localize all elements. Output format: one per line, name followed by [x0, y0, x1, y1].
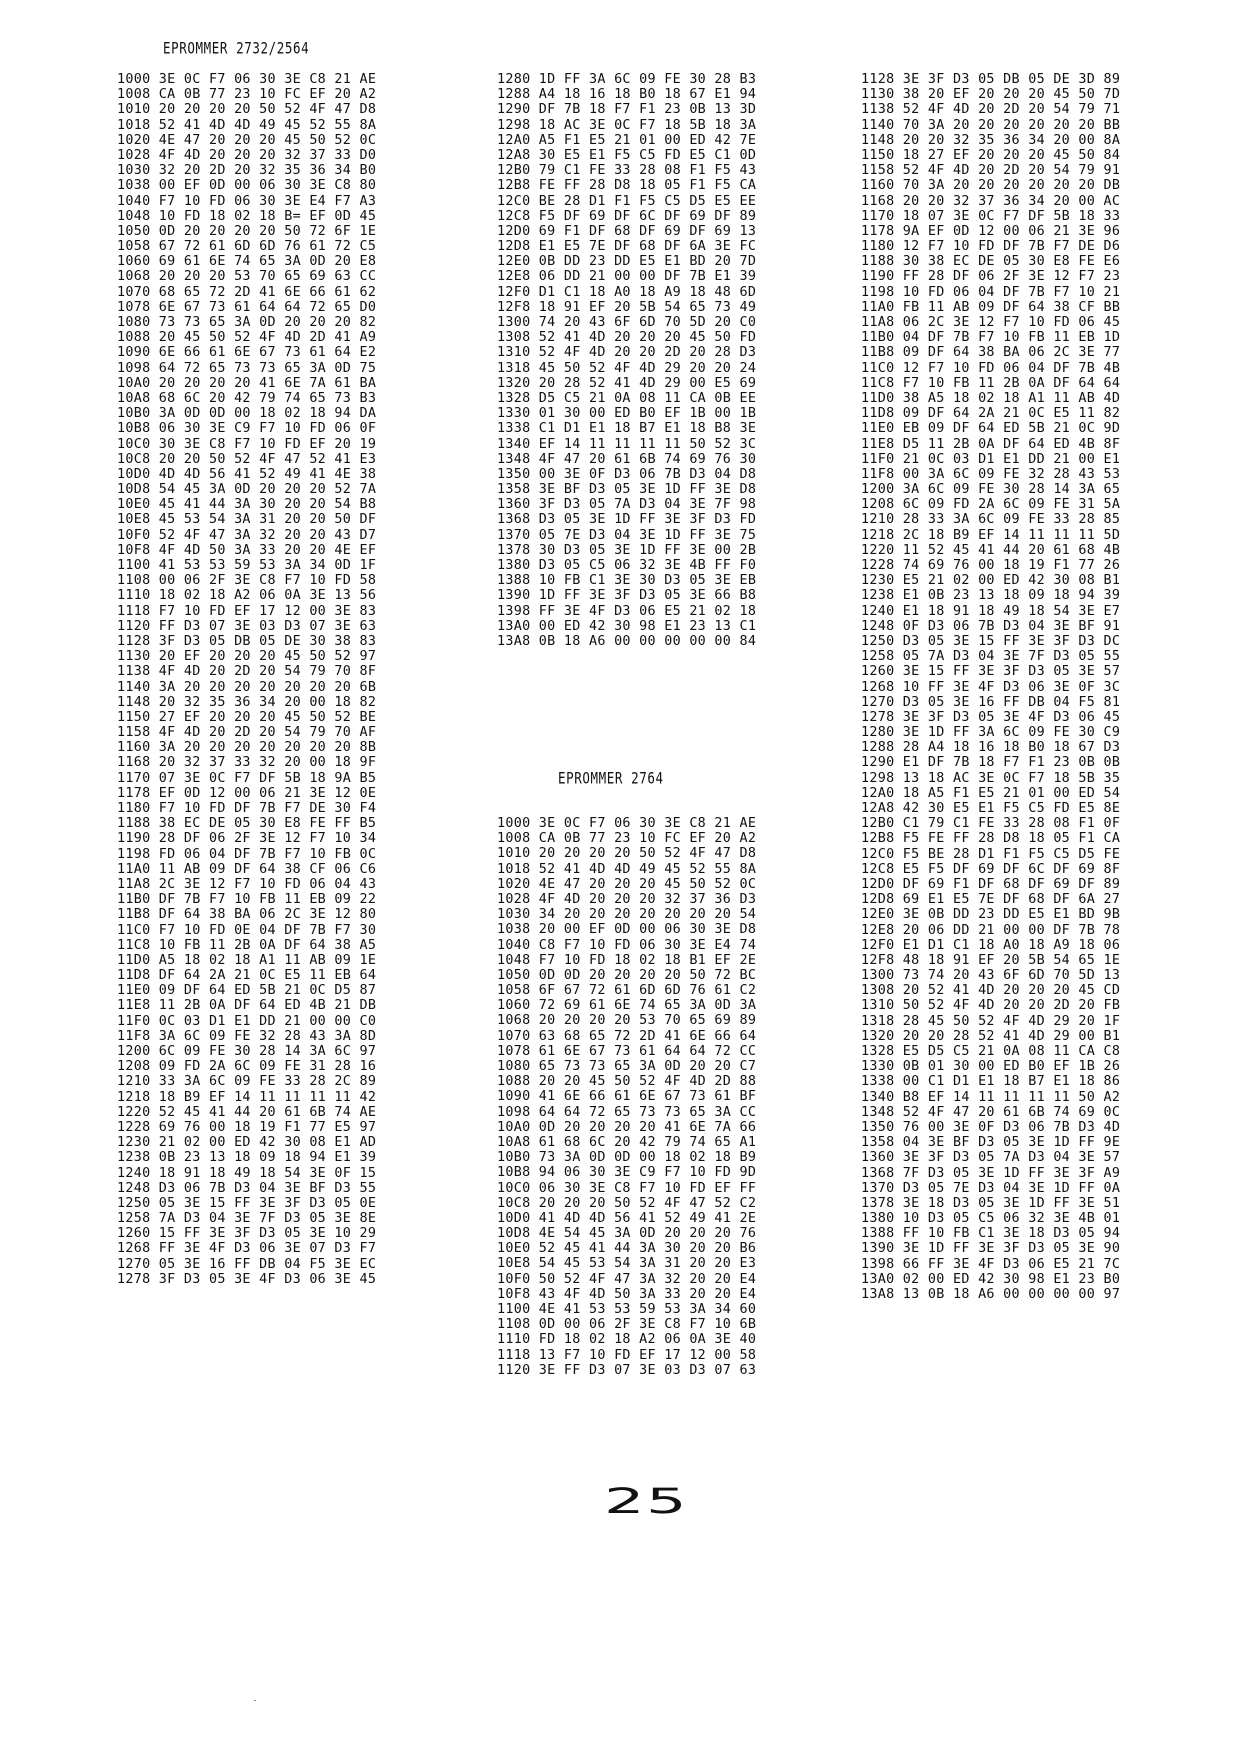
hex-line: 1348 4F 47 20 61 6B 74 69 76 30 — [497, 451, 757, 467]
hex-line: 1310 52 4F 4D 20 20 2D 20 28 D3 — [497, 345, 757, 361]
hex-line: 1368 D3 05 3E 1D FF 3E 3F D3 FD — [497, 512, 757, 528]
hex-line: 10B8 06 30 3E C9 F7 10 FD 06 0F — [117, 421, 377, 437]
hex-line: 1340 B8 EF 14 11 11 11 11 50 A2 — [861, 1089, 1121, 1105]
page-number: 25 — [604, 1481, 689, 1522]
hex-line: 1390 1D FF 3E 3F D3 05 3E 66 B8 — [497, 588, 757, 604]
hex-line: 1320 20 28 52 41 4D 29 00 E5 69 — [497, 375, 757, 391]
hex-line: 1238 0B 23 13 18 09 18 94 E1 39 — [117, 1150, 377, 1166]
hex-line: 1048 10 FD 18 02 18 B= EF 0D 45 — [117, 208, 377, 224]
hex-line: 12F8 48 18 91 EF 20 5B 54 65 1E — [861, 952, 1121, 968]
hex-line: 1190 28 DF 06 2F 3E 12 F7 10 34 — [117, 831, 377, 847]
hex-line: 11D0 38 A5 18 02 18 A1 11 AB 4D — [861, 390, 1121, 406]
hex-line: 1178 EF 0D 12 00 06 21 3E 12 0E — [117, 785, 377, 801]
hex-line: 1008 CA 0B 77 23 10 FC EF 20 A2 — [117, 87, 377, 103]
hex-line: 11A8 2C 3E 12 F7 10 FD 06 04 43 — [117, 876, 377, 892]
hex-line: 11B8 DF 64 38 BA 06 2C 3E 12 80 — [117, 907, 377, 923]
hex-line: 1280 3E 1D FF 3A 6C 09 FE 30 C9 — [861, 725, 1121, 741]
hex-line: 1398 FF 3E 4F D3 06 E5 21 02 18 — [497, 603, 757, 619]
hex-line: 1250 D3 05 3E 15 FF 3E 3F D3 DC — [861, 633, 1121, 649]
hex-line: 12F0 D1 C1 18 A0 18 A9 18 48 6D — [497, 284, 757, 300]
hex-line: 1390 3E 1D FF 3E 3F D3 05 3E 90 — [861, 1241, 1121, 1257]
hex-line: 1288 A4 18 16 18 B0 18 67 E1 94 — [497, 87, 757, 103]
hex-line: 1280 1D FF 3A 6C 09 FE 30 28 B3 — [497, 72, 757, 87]
hex-line: 10C8 20 20 20 50 52 4F 47 52 C2 — [497, 1195, 757, 1211]
hex-line: 1038 20 00 EF 0D 00 06 30 3E D8 — [497, 922, 757, 938]
hex-line: 1018 52 41 4D 4D 49 45 52 55 8A — [497, 861, 757, 877]
hex-line: 1168 20 20 32 37 36 34 20 00 AC — [861, 193, 1121, 209]
hex-line: 1228 74 69 76 00 18 19 F1 77 26 — [861, 558, 1121, 573]
hex-line: 1088 20 45 50 52 4F 4D 2D 41 A9 — [117, 330, 377, 346]
listing-title-2764: EPROMMER 2764 — [558, 768, 664, 788]
hex-line: 11B0 04 DF 7B F7 10 FB 11 EB 1D — [861, 330, 1121, 346]
hex-line: 12D8 E1 E5 7E DF 68 DF 6A 3E FC — [497, 239, 757, 255]
hex-line: 1040 C8 F7 10 FD 06 30 3E E4 74 — [497, 937, 757, 953]
hex-line: 11E8 11 2B 0A DF 64 ED 4B 21 DB — [117, 998, 377, 1014]
hex-line: 1348 52 4F 47 20 61 6B 74 69 0C — [861, 1104, 1121, 1120]
hex-line: 1188 38 EC DE 05 30 E8 FE FF B5 — [117, 816, 377, 832]
hex-line: 1120 FF D3 07 3E 03 D3 07 3E 63 — [117, 618, 377, 634]
hex-line: 12B8 FE FF 28 D8 18 05 F1 F5 CA — [497, 178, 757, 194]
hex-line: 1228 69 76 00 18 19 F1 77 E5 97 — [117, 1119, 377, 1135]
hex-line: 1148 20 20 32 35 36 34 20 00 8A — [861, 132, 1121, 148]
hex-line: 12D0 DF 69 F1 DF 68 DF 69 DF 89 — [861, 876, 1121, 892]
hex-line: 11D8 09 DF 64 2A 21 0C E5 11 82 — [861, 406, 1121, 422]
hex-line: 11A0 11 AB 09 DF 64 38 CF 06 C6 — [117, 861, 377, 877]
hex-line: 11D8 DF 64 2A 21 0C E5 11 EB 64 — [117, 968, 377, 984]
hex-line: 1200 6C 09 FE 30 28 14 3A 6C 97 — [117, 1044, 377, 1059]
hex-line: 1210 33 3A 6C 09 FE 33 28 2C 89 — [117, 1074, 377, 1090]
hex-line: 12A8 42 30 E5 E1 F5 C5 FD E5 8E — [861, 801, 1121, 816]
hex-line: 1388 FF 10 FB C1 3E 18 D3 05 94 — [861, 1226, 1121, 1242]
hex-line: 10F0 50 52 4F 47 3A 32 20 20 E4 — [497, 1271, 757, 1287]
hex-column-middle-lower — [497, 816, 756, 1378]
hex-line: 1130 38 20 EF 20 20 20 45 50 7D — [861, 87, 1121, 103]
hex-line: 1270 D3 05 3E 16 FF DB 04 F5 81 — [861, 694, 1121, 710]
hex-line: 1298 13 18 AC 3E 0C F7 18 5B 35 — [861, 770, 1121, 786]
hex-line: 1060 69 61 6E 74 65 3A 0D 20 E8 — [117, 254, 377, 270]
hex-line: 1250 05 3E 15 FF 3E 3F D3 05 0E — [117, 1195, 377, 1211]
hex-line: 1048 F7 10 FD 18 02 18 B1 EF 2E — [497, 952, 757, 968]
hex-line: 12D8 69 E1 E5 7E DF 68 DF 6A 27 — [861, 892, 1121, 908]
hex-line: 1078 61 6E 67 73 61 64 64 72 CC — [497, 1043, 757, 1059]
hex-line: 1060 72 69 61 6E 74 65 3A 0D 3A — [497, 998, 757, 1014]
hex-line: 1028 4F 4D 20 20 20 32 37 36 D3 — [497, 891, 757, 907]
hex-line: 10D0 4D 4D 56 41 52 49 41 4E 38 — [117, 466, 377, 482]
hex-line: 1170 18 07 3E 0C F7 DF 5B 18 33 — [861, 208, 1121, 224]
hex-line: 10F0 52 4F 47 3A 32 20 20 43 D7 — [117, 527, 377, 543]
hex-line: 1198 FD 06 04 DF 7B F7 10 FB 0C — [117, 846, 377, 862]
hex-line: 1268 10 FF 3E 4F D3 06 3E 0F 3C — [861, 679, 1121, 695]
hex-line: 1240 E1 18 91 18 49 18 54 3E E7 — [861, 603, 1121, 619]
hex-line: 1230 E5 21 02 00 ED 42 30 08 B1 — [861, 573, 1121, 589]
listing-title-2732-2564: EPROMMER 2732/2564 — [163, 38, 310, 58]
hex-line: 1210 28 33 3A 6C 09 FE 33 28 85 — [861, 512, 1121, 528]
hex-line: 1258 7A D3 04 3E 7F D3 05 3E 8E — [117, 1211, 377, 1227]
hex-line: 1310 50 52 4F 4D 20 20 2D 20 FB — [861, 998, 1121, 1014]
hex-line: 13A0 02 00 ED 42 30 98 E1 23 B0 — [861, 1271, 1121, 1287]
hex-line: 1028 4F 4D 20 20 20 32 37 33 D0 — [117, 147, 377, 163]
hex-line: 12B0 79 C1 FE 33 28 08 F1 F5 43 — [497, 163, 757, 179]
hex-line: 11E8 D5 11 2B 0A DF 64 ED 4B 8F — [861, 436, 1121, 452]
hex-line: 1080 73 73 65 3A 0D 20 20 20 82 — [117, 315, 377, 330]
hex-line: 10E0 45 41 44 3A 30 20 20 54 B8 — [117, 497, 377, 513]
hex-line: 1080 65 73 73 65 3A 0D 20 20 C7 — [497, 1059, 757, 1074]
hex-line: 1098 64 72 65 73 73 65 3A 0D 75 — [117, 360, 377, 376]
hex-line: 1238 E1 0B 23 13 18 09 18 94 39 — [861, 588, 1121, 604]
hex-line: 1358 3E BF D3 05 3E 1D FF 3E D8 — [497, 482, 757, 498]
hex-line: 1360 3E 3F D3 05 7A D3 04 3E 57 — [861, 1150, 1121, 1166]
hex-line: 1138 4F 4D 20 2D 20 54 79 70 8F — [117, 664, 377, 680]
hex-line: 10B0 3A 0D 0D 00 18 02 18 94 DA — [117, 406, 377, 422]
hex-line: 1260 15 FF 3E 3F D3 05 3E 10 29 — [117, 1226, 377, 1242]
hex-line: 1330 01 30 00 ED B0 EF 1B 00 1B — [497, 406, 757, 422]
hex-line: 11E0 EB 09 DF 64 ED 5B 21 0C 9D — [861, 421, 1121, 437]
hex-line: 1020 4E 47 20 20 20 45 50 52 0C — [117, 132, 377, 148]
hex-line: 11D0 A5 18 02 18 A1 11 AB 09 1E — [117, 952, 377, 968]
hex-line: 10F8 4F 4D 50 3A 33 20 20 4E EF — [117, 542, 377, 558]
hex-line: 1160 70 3A 20 20 20 20 20 20 DB — [861, 178, 1121, 194]
hex-line: 1138 52 4F 4D 20 2D 20 54 79 71 — [861, 102, 1121, 118]
hex-column-right — [861, 72, 1120, 1302]
hex-line: 10C0 30 3E C8 F7 10 FD EF 20 19 — [117, 436, 377, 452]
hex-line: 12E0 0B DD 23 DD E5 E1 BD 20 7D — [497, 254, 757, 270]
hex-line: 11C0 12 F7 10 FD 06 04 DF 7B 4B — [861, 360, 1121, 376]
hex-line: 10E8 54 45 53 54 3A 31 20 20 E3 — [497, 1256, 757, 1272]
hex-line: 1130 20 EF 20 20 20 45 50 52 97 — [117, 649, 377, 665]
hex-line: 1208 09 FD 2A 6C 09 FE 31 28 16 — [117, 1059, 377, 1075]
hex-line: 1030 34 20 20 20 20 20 20 20 54 — [497, 907, 757, 923]
hex-line: 1218 2C 18 B9 EF 14 11 11 11 5D — [861, 527, 1121, 543]
hex-line: 10F8 43 4F 4D 50 3A 33 20 20 E4 — [497, 1286, 757, 1302]
hex-line: 1050 0D 0D 20 20 20 20 50 72 BC — [497, 967, 757, 983]
hex-line: 12C8 F5 DF 69 DF 6C DF 69 DF 89 — [497, 208, 757, 224]
hex-line: 11A0 FB 11 AB 09 DF 64 38 CF BB — [861, 299, 1121, 315]
hex-line: 12A8 30 E5 E1 F5 C5 FD E5 C1 0D — [497, 147, 757, 163]
hex-line: 1220 52 45 41 44 20 61 6B 74 AE — [117, 1104, 377, 1120]
hex-line: 1018 52 41 4D 4D 49 45 52 55 8A — [117, 117, 377, 133]
hex-line: 1370 D3 05 7E D3 04 3E 1D FF 0A — [861, 1180, 1121, 1196]
hex-line: 1220 11 52 45 41 44 20 61 68 4B — [861, 542, 1121, 558]
hex-line: 1180 F7 10 FD DF 7B F7 DE 30 F4 — [117, 801, 377, 816]
hex-line: 1058 67 72 61 6D 6D 76 61 72 C5 — [117, 239, 377, 255]
scan-speck — [254, 1700, 256, 1701]
hex-line: 11F8 3A 6C 09 FE 32 28 43 3A 8D — [117, 1028, 377, 1044]
hex-line: 10E0 52 45 41 44 3A 30 20 20 B6 — [497, 1241, 757, 1257]
hex-line: 11B8 09 DF 64 38 BA 06 2C 3E 77 — [861, 345, 1121, 361]
hex-line: 1038 00 EF 0D 00 06 30 3E C8 80 — [117, 178, 377, 194]
hex-line: 1398 66 FF 3E 4F D3 06 E5 21 7C — [861, 1256, 1121, 1272]
hex-line: 1148 20 32 35 36 34 20 00 18 82 — [117, 694, 377, 710]
hex-line: 1388 10 FB C1 3E 30 D3 05 3E EB — [497, 573, 757, 589]
hex-line: 1360 3F D3 05 7A D3 04 3E 7F 98 — [497, 497, 757, 513]
hex-line: 1040 F7 10 FD 06 30 3E E4 F7 A3 — [117, 193, 377, 209]
hex-line: 11F8 00 3A 6C 09 FE 32 28 43 53 — [861, 466, 1121, 482]
hex-line: 1308 20 52 41 4D 20 20 20 45 CD — [861, 983, 1121, 999]
hex-line: 1068 20 20 20 20 53 70 65 69 89 — [497, 1013, 757, 1029]
hex-line: 12E8 20 06 DD 21 00 00 DF 7B 78 — [861, 922, 1121, 938]
hex-line: 1128 3F D3 05 DB 05 DE 30 38 83 — [117, 633, 377, 649]
hex-line: 10D0 41 4D 4D 56 41 52 49 41 2E — [497, 1210, 757, 1226]
hex-line: 1070 68 65 72 2D 41 6E 66 61 62 — [117, 284, 377, 300]
hex-line: 10A0 20 20 20 20 41 6E 7A 61 BA — [117, 375, 377, 391]
hex-line: 1180 12 F7 10 FD DF 7B F7 DE D6 — [861, 239, 1121, 255]
hex-line: 1108 0D 00 06 2F 3E C8 F7 10 6B — [497, 1317, 757, 1333]
hex-line: 1008 CA 0B 77 23 10 FC EF 20 A2 — [497, 831, 757, 847]
hex-line: 1200 3A 6C 09 FE 30 28 14 3A 65 — [861, 482, 1121, 498]
hex-line: 1318 45 50 52 4F 4D 29 20 20 24 — [497, 360, 757, 376]
hex-line: 12E8 06 DD 21 00 00 DF 7B E1 39 — [497, 269, 757, 285]
hex-line: 1278 3E 3F D3 05 3E 4F D3 06 45 — [861, 709, 1121, 725]
hex-line: 11A8 06 2C 3E 12 F7 10 FD 06 45 — [861, 315, 1121, 330]
hex-line: 12F0 E1 D1 C1 18 A0 18 A9 18 06 — [861, 937, 1121, 953]
hex-line: 1330 0B 01 30 00 ED B0 EF 1B 26 — [861, 1059, 1121, 1075]
hex-line: 10A8 61 68 6C 20 42 79 74 65 A1 — [497, 1134, 757, 1150]
hex-line: 1070 63 68 65 72 2D 41 6E 66 64 — [497, 1028, 757, 1044]
hex-line: 1000 3E 0C F7 06 30 3E C8 21 AE — [497, 816, 757, 831]
hex-line: 12B8 F5 FE FF 28 D8 18 05 F1 CA — [861, 831, 1121, 847]
hex-line: 1160 3A 20 20 20 20 20 20 20 8B — [117, 740, 377, 756]
hex-line: 1380 10 D3 05 C5 06 32 3E 4B 01 — [861, 1211, 1121, 1227]
hex-line: 1168 20 32 37 33 32 20 00 18 9F — [117, 755, 377, 771]
hex-line: 1338 00 C1 D1 E1 18 B7 E1 18 86 — [861, 1074, 1121, 1090]
hex-line: 1140 3A 20 20 20 20 20 20 20 6B — [117, 679, 377, 695]
hex-line: 1120 3E FF D3 07 3E 03 D3 07 63 — [497, 1362, 757, 1378]
hex-column-middle-upper — [497, 72, 756, 649]
hex-line: 11F0 21 0C 03 D1 E1 DD 21 00 E1 — [861, 451, 1121, 467]
hex-line: 10A8 68 6C 20 42 79 74 65 73 B3 — [117, 390, 377, 406]
hex-line: 1290 E1 DF 7B 18 F7 F1 23 0B 0B — [861, 755, 1121, 771]
hex-line: 12C0 BE 28 D1 F1 F5 C5 D5 E5 EE — [497, 193, 757, 209]
hex-line: 1158 4F 4D 20 2D 20 54 79 70 AF — [117, 725, 377, 741]
hex-line: 12E0 3E 0B DD 23 DD E5 E1 BD 9B — [861, 907, 1121, 923]
hex-line: 1318 28 45 50 52 4F 4D 29 20 1F — [861, 1013, 1121, 1029]
hex-line: 1338 C1 D1 E1 18 B7 E1 18 B8 3E — [497, 421, 757, 437]
hex-line: 1118 F7 10 FD EF 17 12 00 3E 83 — [117, 603, 377, 619]
hex-line: 1328 E5 D5 C5 21 0A 08 11 CA C8 — [861, 1044, 1121, 1059]
hex-line: 1190 FF 28 DF 06 2F 3E 12 F7 23 — [861, 269, 1121, 285]
hex-line: 12C8 E5 F5 DF 69 DF 6C DF 69 8F — [861, 861, 1121, 877]
hex-line: 1380 D3 05 C5 06 32 3E 4B FF F0 — [497, 558, 757, 573]
hex-line: 1090 41 6E 66 61 6E 67 73 61 BF — [497, 1089, 757, 1105]
hex-line: 1270 05 3E 16 FF DB 04 F5 3E EC — [117, 1256, 377, 1272]
hex-line: 1198 10 FD 06 04 DF 7B F7 10 21 — [861, 284, 1121, 300]
hex-line: 11C8 F7 10 FB 11 2B 0A DF 64 64 — [861, 375, 1121, 391]
hex-line: 1230 21 02 00 ED 42 30 08 E1 AD — [117, 1135, 377, 1151]
hex-line: 11C0 F7 10 FD 0E 04 DF 7B F7 30 — [117, 922, 377, 938]
hex-line: 1128 3E 3F D3 05 DB 05 DE 3D 89 — [861, 72, 1121, 87]
hex-line: 1258 05 7A D3 04 3E 7F D3 05 55 — [861, 649, 1121, 665]
hex-line: 12B0 C1 79 C1 FE 33 28 08 F1 0F — [861, 816, 1121, 832]
hex-line: 1290 DF 7B 18 F7 F1 23 0B 13 3D — [497, 102, 757, 118]
hex-line: 1098 64 64 72 65 73 73 65 3A CC — [497, 1104, 757, 1120]
hex-line: 1248 D3 06 7B D3 04 3E BF D3 55 — [117, 1180, 377, 1196]
hex-line: 1110 FD 18 02 18 A2 06 0A 3E 40 — [497, 1332, 757, 1348]
hex-line: 1218 18 B9 EF 14 11 11 11 11 42 — [117, 1089, 377, 1105]
hex-line: 1260 3E 15 FF 3E 3F D3 05 3E 57 — [861, 664, 1121, 680]
hex-line: 1140 70 3A 20 20 20 20 20 20 BB — [861, 117, 1121, 133]
hex-line: 10B0 73 3A 0D 0D 00 18 02 18 B9 — [497, 1150, 757, 1166]
hex-line: 1328 D5 C5 21 0A 08 11 CA 0B EE — [497, 390, 757, 406]
hex-line: 1320 20 20 28 52 41 4D 29 00 B1 — [861, 1028, 1121, 1044]
hex-line: 1370 05 7E D3 04 3E 1D FF 3E 75 — [497, 527, 757, 543]
hex-line: 1150 18 27 EF 20 20 20 45 50 84 — [861, 147, 1121, 163]
hex-line: 1378 3E 18 D3 05 3E 1D FF 3E 51 — [861, 1195, 1121, 1211]
hex-line: 1150 27 EF 20 20 20 45 50 52 BE — [117, 709, 377, 725]
hex-line: 1268 FF 3E 4F D3 06 3E 07 D3 F7 — [117, 1241, 377, 1257]
hex-line: 1240 18 91 18 49 18 54 3E 0F 15 — [117, 1165, 377, 1181]
hex-line: 1118 13 F7 10 FD EF 17 12 00 58 — [497, 1347, 757, 1363]
hex-line: 11E0 09 DF 64 ED 5B 21 0C D5 87 — [117, 983, 377, 999]
hex-line: 10B8 94 06 30 3E C9 F7 10 FD 9D — [497, 1165, 757, 1181]
hex-line: 12A0 18 A5 F1 E5 21 01 00 ED 54 — [861, 785, 1121, 801]
hex-line: 12D0 69 F1 DF 68 DF 69 DF 69 13 — [497, 223, 757, 239]
hex-line: 1100 4E 41 53 53 59 53 3A 34 60 — [497, 1302, 757, 1317]
hex-line: 1058 6F 67 72 61 6D 6D 76 61 C2 — [497, 983, 757, 999]
hex-column-left — [117, 72, 376, 1287]
hex-line: 1050 0D 20 20 20 20 50 72 6F 1E — [117, 223, 377, 239]
hex-line: 1378 30 D3 05 3E 1D FF 3E 00 2B — [497, 542, 757, 558]
hex-line: 1088 20 20 45 50 52 4F 4D 2D 88 — [497, 1074, 757, 1090]
hex-line: 1010 20 20 20 20 50 52 4F 47 D8 — [497, 846, 757, 862]
hex-line: 10D8 4E 54 45 3A 0D 20 20 20 76 — [497, 1226, 757, 1242]
hex-line: 1068 20 20 20 53 70 65 69 63 CC — [117, 269, 377, 285]
hex-line: 11B0 DF 7B F7 10 FB 11 EB 09 22 — [117, 892, 377, 908]
hex-line: 10A0 0D 20 20 20 20 41 6E 7A 66 — [497, 1119, 757, 1135]
hex-line: 1248 0F D3 06 7B D3 04 3E BF 91 — [861, 618, 1121, 634]
hex-line: 10E8 45 53 54 3A 31 20 20 50 DF — [117, 512, 377, 528]
hex-line: 1020 4E 47 20 20 20 45 50 52 0C — [497, 876, 757, 892]
hex-line: 1340 EF 14 11 11 11 11 50 52 3C — [497, 436, 757, 452]
hex-line: 12A0 A5 F1 E5 21 01 00 ED 42 7E — [497, 132, 757, 148]
hex-line: 1188 30 38 EC DE 05 30 E8 FE E6 — [861, 254, 1121, 270]
hex-line: 12C0 F5 BE 28 D1 F1 F5 C5 D5 FE — [861, 846, 1121, 862]
hex-line: 10C8 20 20 50 52 4F 47 52 41 E3 — [117, 451, 377, 467]
hex-line: 13A8 13 0B 18 A6 00 00 00 00 97 — [861, 1287, 1121, 1302]
hex-line: 1000 3E 0C F7 06 30 3E C8 21 AE — [117, 72, 377, 87]
hex-line: 1350 00 3E 0F D3 06 7B D3 04 D8 — [497, 466, 757, 482]
hex-line: 1030 32 20 2D 20 32 35 36 34 B0 — [117, 163, 377, 179]
hex-line: 1278 3F D3 05 3E 4F D3 06 3E 45 — [117, 1271, 377, 1287]
hex-line: 11F0 0C 03 D1 E1 DD 21 00 00 C0 — [117, 1013, 377, 1029]
hex-line: 1090 6E 66 61 6E 67 73 61 64 E2 — [117, 345, 377, 361]
hex-line: 11C8 10 FB 11 2B 0A DF 64 38 A5 — [117, 937, 377, 953]
hex-line: 13A0 00 ED 42 30 98 E1 23 13 C1 — [497, 618, 757, 634]
hex-line: 10C0 06 30 3E C8 F7 10 FD EF FF — [497, 1180, 757, 1196]
hex-line: 1298 18 AC 3E 0C F7 18 5B 18 3A — [497, 117, 757, 133]
hex-line: 1178 9A EF 0D 12 00 06 21 3E 96 — [861, 223, 1121, 239]
hex-line: 1110 18 02 18 A2 06 0A 3E 13 56 — [117, 588, 377, 604]
hex-line: 1358 04 3E BF D3 05 3E 1D FF 9E — [861, 1135, 1121, 1151]
hex-line: 1208 6C 09 FD 2A 6C 09 FE 31 5A — [861, 497, 1121, 513]
hex-line: 1158 52 4F 4D 20 2D 20 54 79 91 — [861, 163, 1121, 179]
hex-line: 1100 41 53 53 59 53 3A 34 0D 1F — [117, 558, 377, 573]
hex-line: 13A8 0B 18 A6 00 00 00 00 00 84 — [497, 633, 757, 649]
hex-line: 10D8 54 45 3A 0D 20 20 20 52 7A — [117, 482, 377, 498]
hex-line: 1108 00 06 2F 3E C8 F7 10 FD 58 — [117, 573, 377, 589]
hex-line: 1078 6E 67 73 61 64 64 72 65 D0 — [117, 299, 377, 315]
hex-line: 1368 7F D3 05 3E 1D FF 3E 3F A9 — [861, 1165, 1121, 1181]
hex-line: 1288 28 A4 18 16 18 B0 18 67 D3 — [861, 740, 1121, 756]
hex-line: 1010 20 20 20 20 50 52 4F 47 D8 — [117, 102, 377, 118]
hex-line: 1300 74 20 43 6F 6D 70 5D 20 C0 — [497, 315, 757, 330]
hex-line: 1308 52 41 4D 20 20 20 45 50 FD — [497, 330, 757, 346]
hex-line: 12F8 18 91 EF 20 5B 54 65 73 49 — [497, 299, 757, 315]
hex-line: 1170 07 3E 0C F7 DF 5B 18 9A B5 — [117, 770, 377, 786]
hex-line: 1350 76 00 3E 0F D3 06 7B D3 4D — [861, 1119, 1121, 1135]
hex-line: 1300 73 74 20 43 6F 6D 70 5D 13 — [861, 968, 1121, 984]
